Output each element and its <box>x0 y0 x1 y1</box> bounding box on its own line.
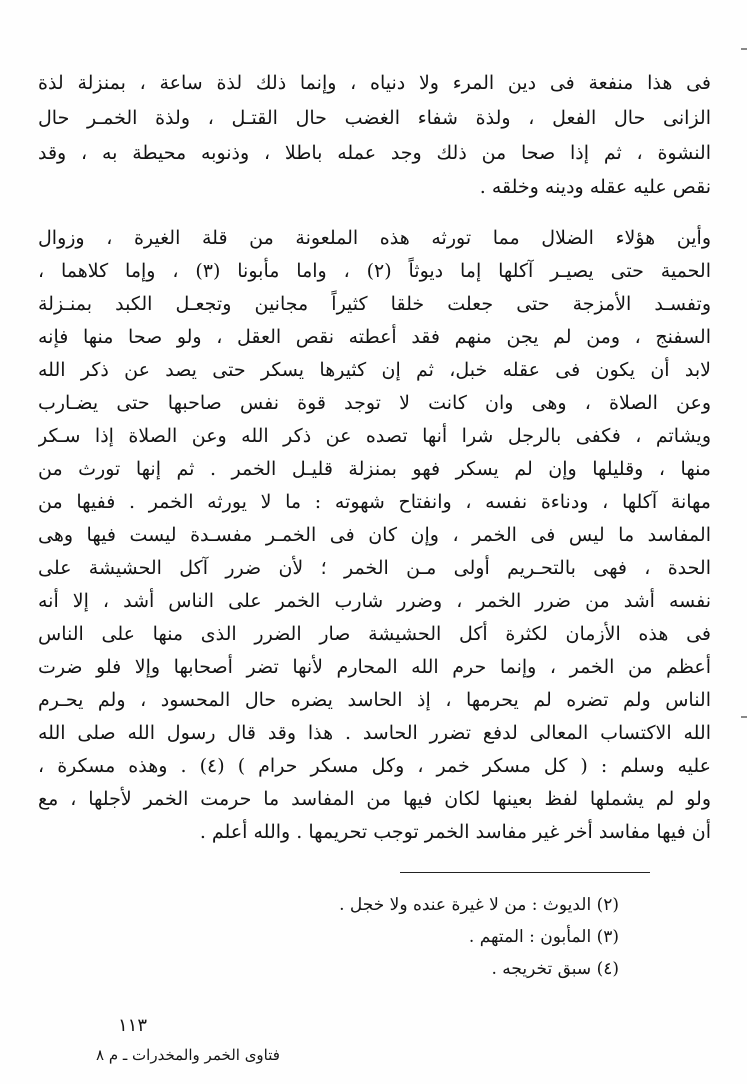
body-text-line: الناس ولم تضره لم يحرمها ، إذ الحاسد يضره حال المحسود ، ولم يحـرم <box>38 689 711 711</box>
body-text-line: وعن الصلاة ، وهى وان كانت لا توجد قوة نفس صاحبها حتى يضـارب <box>38 392 711 414</box>
body-text-line: السفنج ، ومن لم يجن منهم فقد أعطته نقص العقل ، ولو صحا منها فإنه <box>38 326 711 348</box>
body-text-line: مهانة آكلها ، ودناءة نفسه ، وانفتاح شهوته : ما لا يورثه الخمر . ففيها من <box>38 491 711 513</box>
body-text-line: ويشاتم ، فكفى بالرجل شرا أنها تصده عن ذكر الله وعن الصلاة إذا سـكر <box>38 425 711 447</box>
body-text-line: منها ، وقليلها وإن لم يسكر فهو بمنزلة قليـل الخمر . ثم إنها تورث من <box>38 458 711 480</box>
body-text-line: الحمية حتى يصيـر آكلها إما ديوثاً (٢) ، واما مأبونا (٣) ، وإما كلاهما ، <box>38 260 711 282</box>
footnote: (٤) سبق تخريجه . <box>491 959 619 979</box>
body-text-line: ولو لم يشملها لفظ بعينها لكان فيها من المفاسد ما حرمت الخمر لأجلها ، مع <box>38 788 711 810</box>
body-text-line: وأين هؤلاء الضلال مما تورثه هذه الملعونة من قلة الغيرة ، وزوال <box>38 227 711 249</box>
scan-edge-mark <box>741 716 747 718</box>
body-text-line: النشوة ، ثم إذا صحا من ذلك وجد عمله باطلا ، وذنوبه محيطة به ، وقد <box>38 142 711 164</box>
body-text-line: نقص عليه عقله ودينه وخلقه . <box>479 176 711 198</box>
print-signature: فتاوى الخمر والمخدرات ـ م ٨ <box>96 1046 280 1064</box>
body-text-line: المفاسد ما ليس فى الخمر ، وإن كان فى الخمـر مفسـدة ليست فيها وهى <box>38 524 711 546</box>
body-text-line: أن فيها مفاسد أخر غير مفاسد الخمر توجب تحريمها . والله أعلم . <box>199 821 711 843</box>
body-text-line: الزانى حال الفعل ، ولذة شفاء الغضب حال القتـل ، ولذة الخمـر حال <box>38 107 711 129</box>
footnote: (٢) الديوث : من لا غيرة عنده ولا خجل . <box>339 895 619 915</box>
body-text-line: أعظم من الخمر ، وإنما حرم الله المحارم لأنها تضر أصحابها وإلا فلو ضرت <box>38 656 711 678</box>
scan-edge-mark <box>741 48 747 50</box>
body-text-line: نفسه أشد من ضرر الخمر ، وضرر شارب الخمر على الناس أشد ، إلا أنه <box>38 590 711 612</box>
body-text-line: عليه وسلم : ( كل مسكر خمر ، وكل مسكر حرام ) (٤) . وهذه مسكرة ، <box>38 755 711 777</box>
body-text-line: لابد أن يكون فى عقله خبل، ثم إن كثيرها يسكر حتى يصد عن ذكر الله <box>38 359 711 381</box>
footnote: (٣) المأبون : المتهم . <box>468 927 619 947</box>
footnote-separator <box>400 872 650 873</box>
body-text-line: الله الاكتساب المعالى لدفع تضرر الحاسد . هذا وقد قال رسول الله صلى الله <box>38 722 711 744</box>
body-text-line: الحدة ، فهى بالتحـريم أولى مـن الخمر ؛ لأن ضرر آكل الحشيشة على <box>38 557 711 579</box>
body-text-line: فى هذه الأزمان لكثرة أكل الحشيشة صار الضرر الذى منها على الناس <box>38 623 711 645</box>
page-number: ١١٣ <box>118 1015 148 1036</box>
body-text-line: فى هذا منفعة فى دين المرء ولا دنياه ، وإنما ذلك لذة ساعة ، بمنزلة لذة <box>38 72 711 94</box>
body-text-line: وتفسـد الأمزجة حتى جعلت خلقا كثيراً مجانين وتجعـل الكبد بمنـزلة <box>38 293 711 315</box>
